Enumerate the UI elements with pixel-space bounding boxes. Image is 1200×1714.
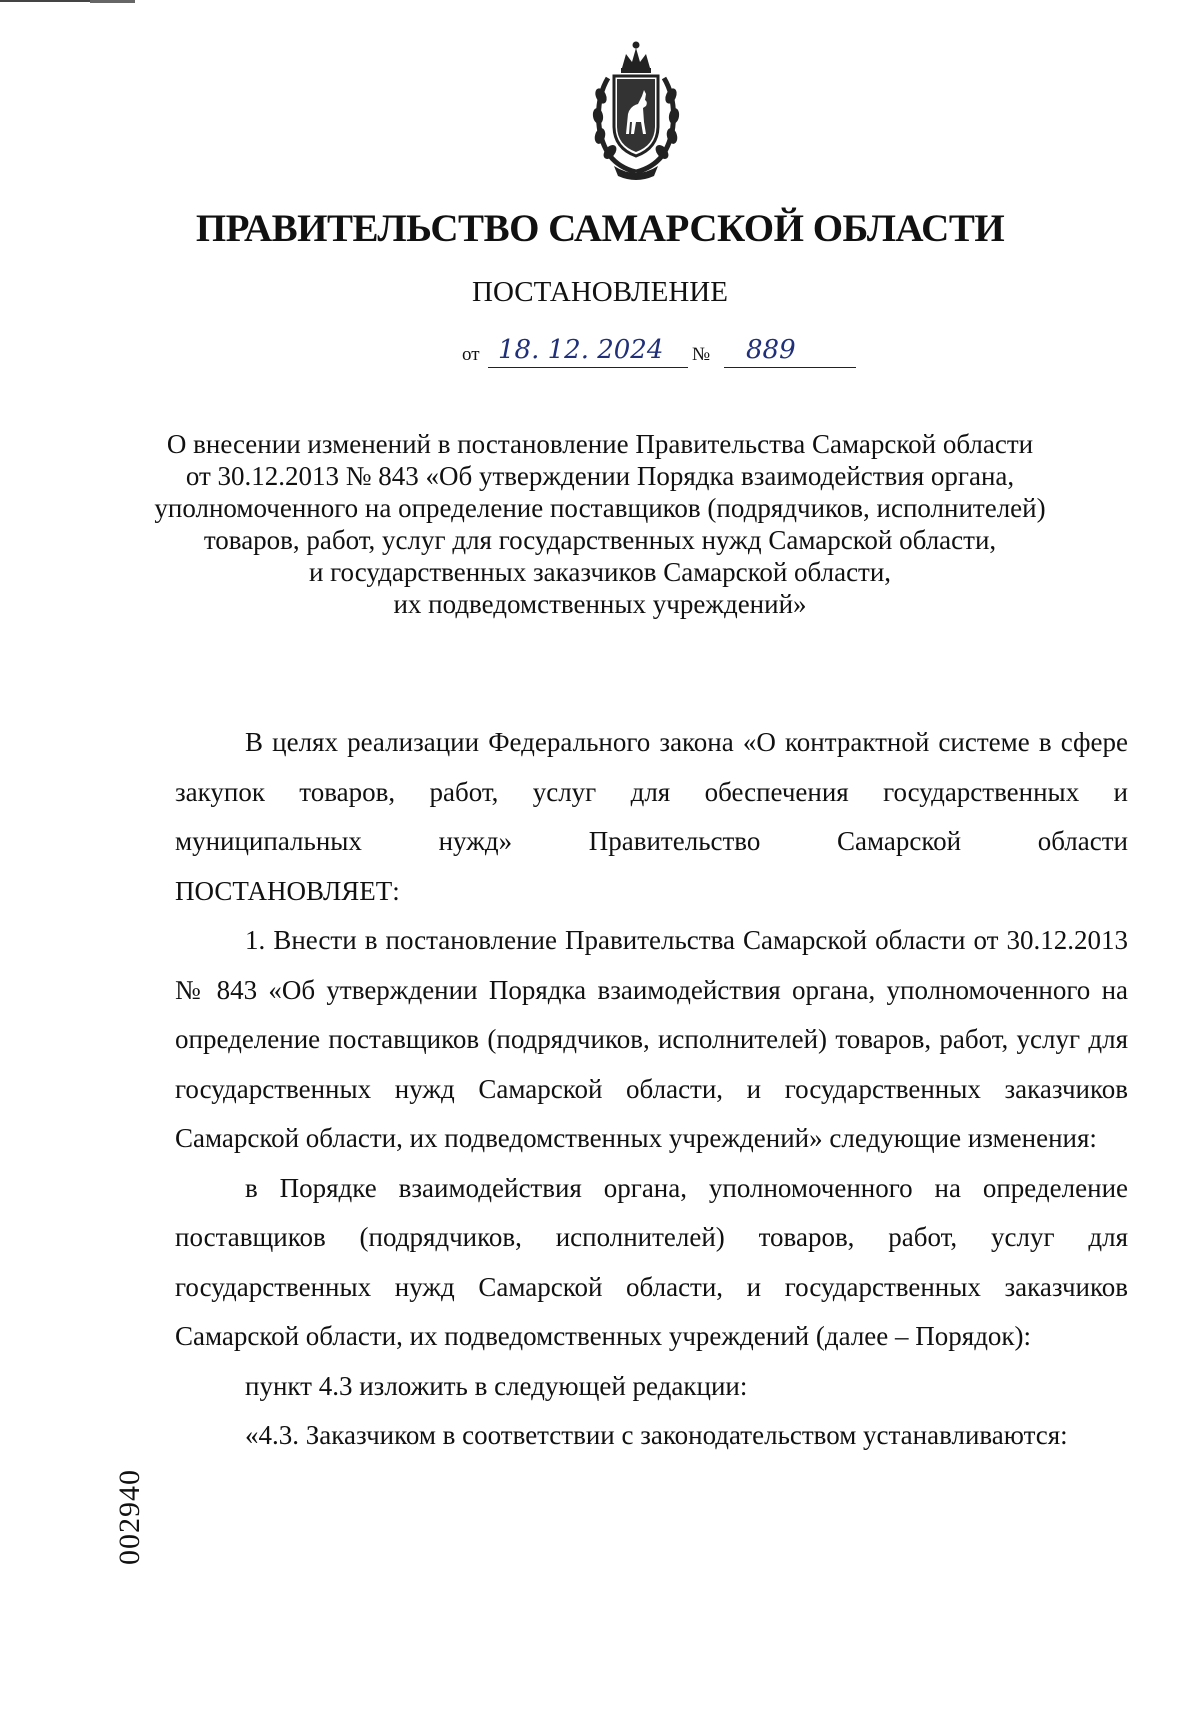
- document-subject: [120, 428, 1080, 620]
- number-label: №: [692, 344, 711, 365]
- coat-of-arms-icon: [588, 38, 684, 182]
- document-type: ПОСТАНОВЛЕНИЕ: [472, 276, 728, 308]
- body-paragraph-quote: «4.3. Заказчиком в соответствии с законодательством устанавливаются:: [245, 1420, 1068, 1450]
- subject-line: уполномоченного на определение поставщиков (подрядчиков, исполнителей): [154, 493, 1046, 523]
- government-title: ПРАВИТЕЛЬСТВО САМАРСКОЙ ОБЛАСТИ: [195, 207, 1005, 250]
- subject-line: их подведомственных учреждений»: [393, 589, 807, 619]
- subject-line: и государственных заказчиков Самарской области,: [308, 557, 892, 587]
- registration-number: [110, 1442, 150, 1592]
- date-field: [488, 333, 688, 368]
- subject-line: О внесении изменений в постановление Правительства Самарской области: [166, 429, 1034, 459]
- body-paragraph-order: в Порядке взаимодействия органа, уполномоченного на определение поставщиков (подрядчиков, исполнителей) товаров, работ, услуг для государственных нужд Самарской области, и государственных заказчиков Самарской области, их подведомственных учреждений (далее – Порядок):: [175, 1172, 1128, 1351]
- body-paragraph-clause: пункт 4.3 изложить в следующей редакции:: [245, 1370, 748, 1401]
- number-field: [724, 333, 856, 368]
- date-label: от: [462, 344, 480, 365]
- subject-line: от 30.12.2013 № 843 «Об утверждении Порядка взаимодействия органа,: [185, 461, 1015, 491]
- date-number-line: [462, 330, 862, 374]
- handwritten-number: 889: [746, 335, 796, 365]
- document-body: [175, 718, 1128, 1461]
- scan-edge-mark: [90, 0, 135, 3]
- registration-number-text: 002940: [113, 1469, 146, 1565]
- handwritten-date: 18. 12. 2024: [498, 335, 664, 365]
- body-paragraph-item-1: 1. Внести в постановление Правительства Самарской области от 30.12.2013 № 843 «Об утверждении Порядка взаимодействия органа, уполномоченного на определение поставщиков (подрядчиков, исполнителей) товаров, работ, услуг для государственных нужд Самарской области, и государственных заказчиков Самарской области, их подведомственных учреждений» следующие изменения:: [175, 925, 1128, 1153]
- subject-line: товаров, работ, услуг для государственных нужд Самарской области,: [203, 525, 997, 555]
- body-resolves: ПОСТАНОВЛЯЕТ:: [175, 875, 400, 906]
- scan-edge-mark: [0, 0, 90, 2]
- body-paragraph-preamble: В целях реализации Федерального закона «О контрактной системе в сфере закупок товаров, работ, услуг для обеспечения государственных и муниципальных нужд» Правительство Самарской области: [175, 727, 1128, 856]
